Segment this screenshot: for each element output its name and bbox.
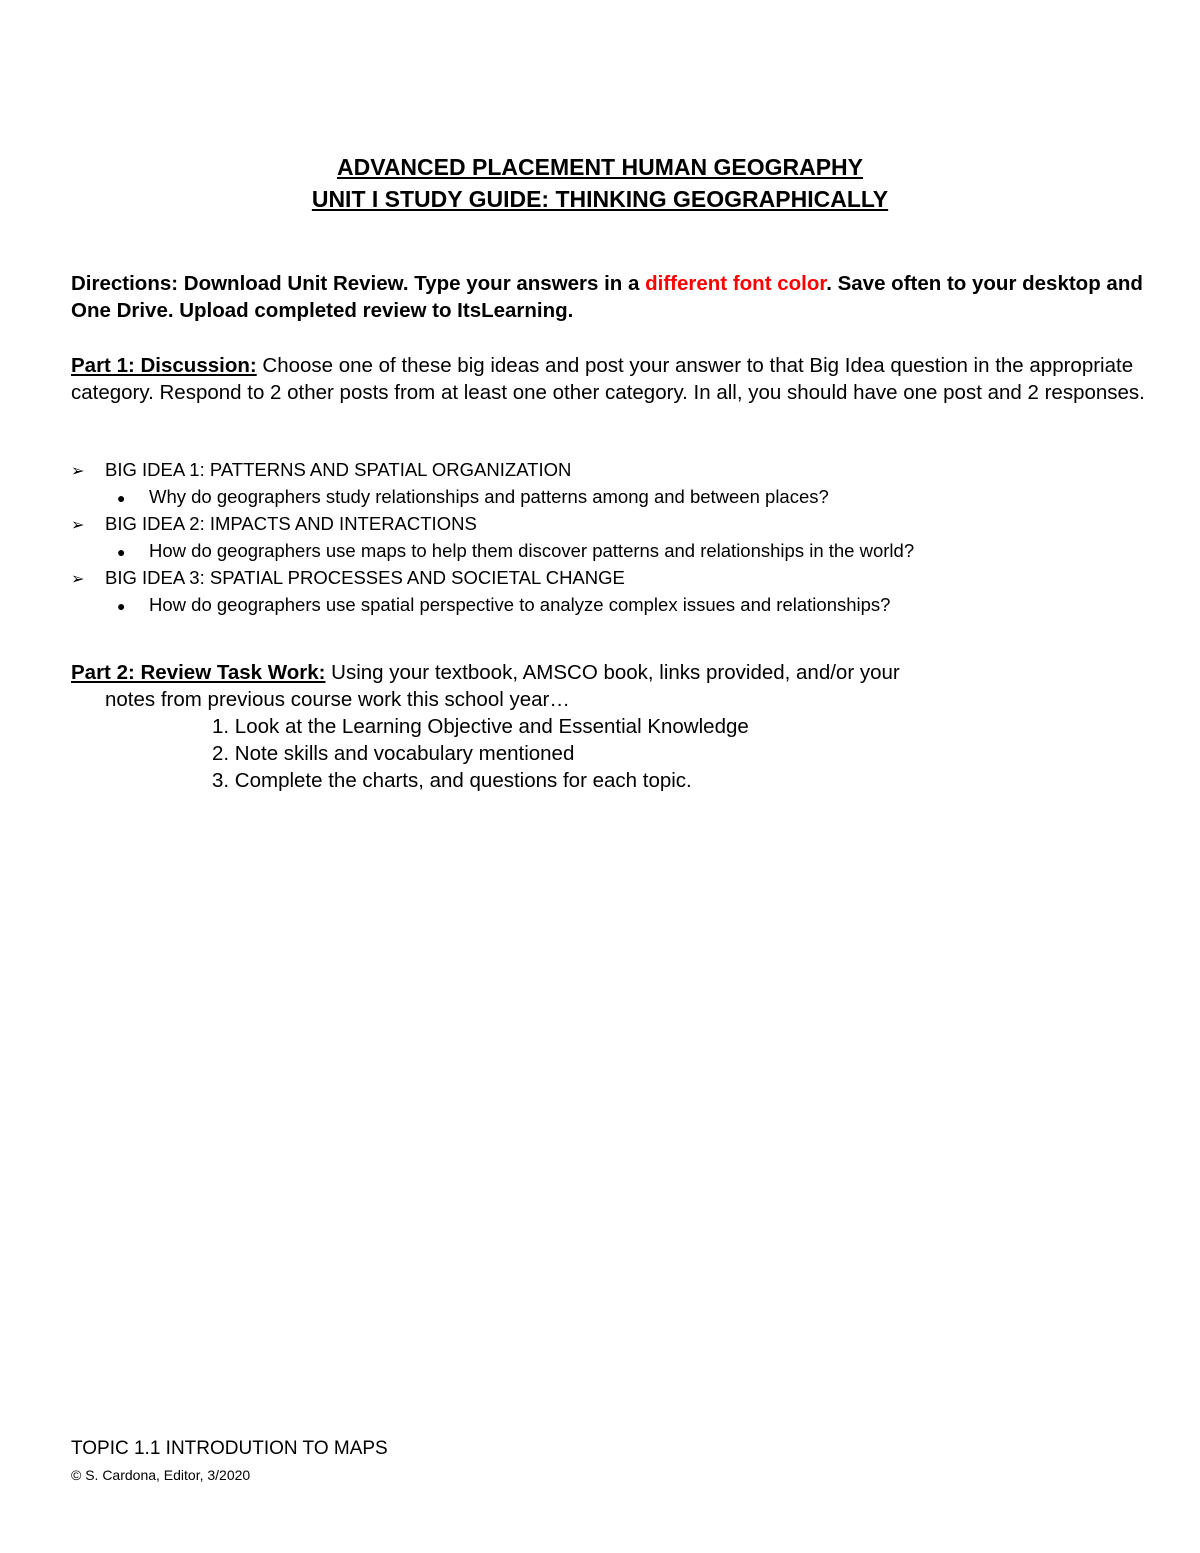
step-item: 3. Complete the charts, and questions for each topic. [212, 769, 692, 792]
step-item: 1. Look at the Learning Objective and Essential Knowledge [212, 715, 749, 738]
part1-label: Part 1: Discussion: [71, 354, 257, 377]
document-title: ADVANCED PLACEMENT HUMAN GEOGRAPHY [336, 154, 864, 180]
big-idea-question-item [71, 592, 1151, 619]
part2-steps-list [212, 713, 1112, 794]
big-idea-item [71, 511, 1151, 538]
big-idea-title: BIG IDEA 2: IMPACTS AND INTERACTIONS [105, 513, 477, 534]
big-idea-question-item [71, 484, 1151, 511]
big-idea-question: Why do geographers study relationships and patterns among and between places? [149, 486, 829, 507]
arrow-bullet-icon: ➢ [71, 463, 85, 480]
big-idea-question: How do geographers use maps to help them discover patterns and relationships in the world? [149, 540, 915, 561]
directions-text-after: . Save often to your desktop and One Drive. Upload completed review to ItsLearning. [71, 272, 1143, 322]
big-idea-title: BIG IDEA 1: PATTERNS AND SPATIAL ORGANIZATION [105, 459, 572, 480]
directions-paragraph [71, 270, 1151, 324]
big-idea-question-item [71, 538, 1151, 565]
document-subtitle: UNIT I STUDY GUIDE: THINKING GEOGRAPHICALLY [311, 186, 889, 212]
step-item: 2. Note skills and vocabulary mentioned [212, 742, 575, 765]
big-idea-question: How do geographers use spatial perspective to analyze complex issues and relationships? [149, 594, 891, 615]
bullet-dot-icon: ● [117, 598, 126, 614]
part2-label: Part 2: Review Task Work: [71, 661, 326, 684]
part1-paragraph [71, 352, 1151, 406]
big-idea-title: BIG IDEA 3: SPATIAL PROCESSES AND SOCIETAL CHANGE [105, 567, 625, 588]
big-idea-item [71, 565, 1151, 592]
bullet-dot-icon: ● [117, 544, 126, 560]
part2-paragraph [71, 659, 1151, 713]
big-ideas-list [71, 457, 1151, 619]
directions-highlight: different font color [645, 272, 827, 295]
part2-text-line2: notes from previous course work this school year… [105, 688, 570, 711]
arrow-bullet-icon: ➢ [71, 571, 85, 588]
part2-text-line1: Using your textbook, AMSCO book, links provided, and/or your [325, 661, 900, 684]
part2-line1 [71, 659, 1151, 686]
directions-text-before: Directions: Download Unit Review. Type your answers in a [71, 272, 646, 295]
bullet-dot-icon: ● [117, 490, 126, 506]
part1-text: Choose one of these big ideas and post your answer to that Big Idea question in the appropriate category. Respond to 2 other posts from at least one other category. In all, you should have one post and 2 responses. [71, 354, 1145, 404]
arrow-bullet-icon: ➢ [71, 517, 85, 534]
copyright-footer: © S. Cardona, Editor, 3/2020 [71, 1467, 251, 1483]
topic-heading: TOPIC 1.1 INTRODUTION TO MAPS [71, 1438, 388, 1459]
big-idea-item [71, 457, 1151, 484]
